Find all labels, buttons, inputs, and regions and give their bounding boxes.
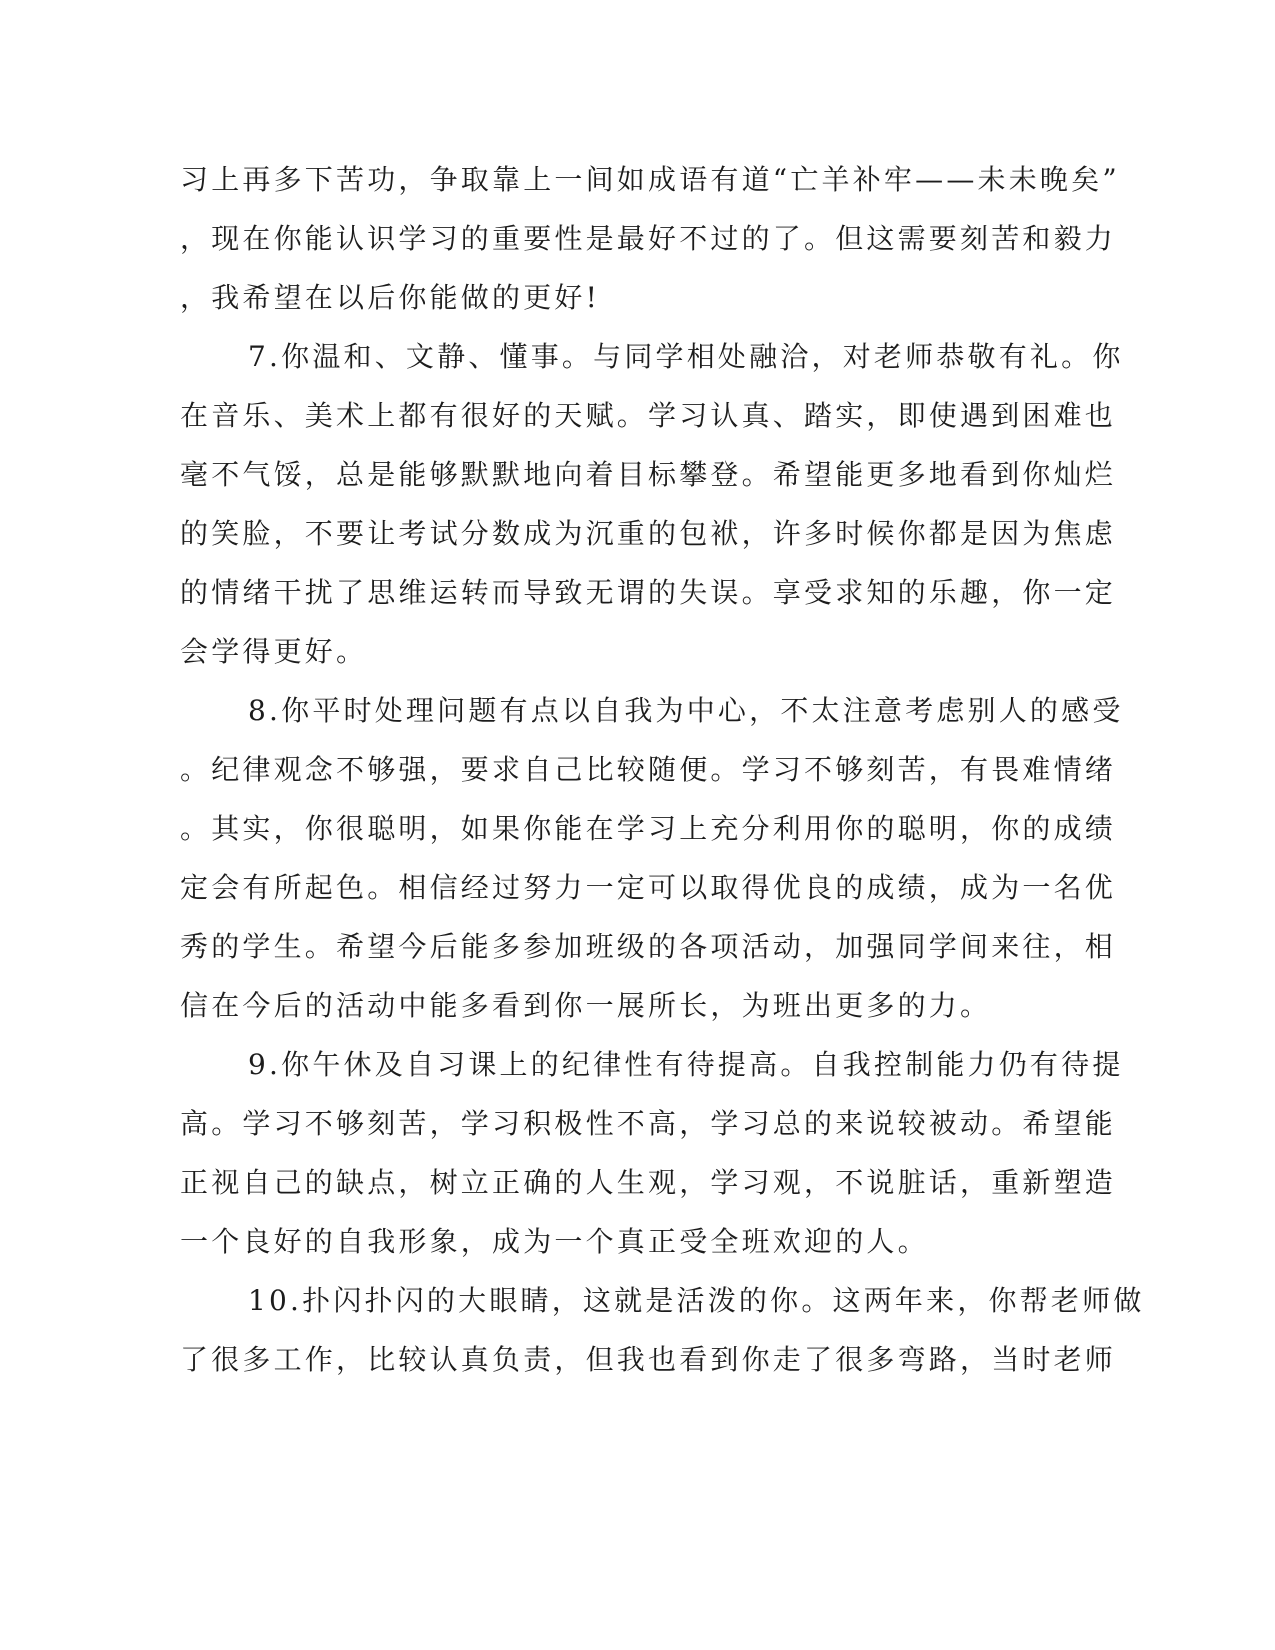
text-line-8: 的情绪干扰了思维运转而导致无谓的失误。享受求知的乐趣，你一定 [180, 576, 1117, 609]
text-line-11: 。纪律观念不够强，要求自己比较随便。学习不够刻苦，有畏难情绪 [180, 753, 1117, 786]
text-line-1: 习上再多下苦功，争取靠上一间如成语有道“亡羊补牢——未未晚矣” [180, 163, 1120, 196]
text-line-12: 。其实，你很聪明，如果你能在学习上充分利用你的聪明，你的成绩 [180, 812, 1117, 845]
text-line-7: 的笑脸，不要让考试分数成为沉重的包袱，许多时候你都是因为焦虑 [180, 517, 1117, 550]
paragraph-8-first-line: 8.你平时处理问题有点以自我为中心，不太注意考虑别人的感受 [248, 694, 1124, 727]
paragraph-7-first-line: 7.你温和、文静、懂事。与同学相处融洽，对老师恭敬有礼。你 [248, 340, 1124, 373]
text-line-2: ，现在你能认识学习的重要性是最好不过的了。但这需要刻苦和毅力 [180, 222, 1117, 255]
text-line-14: 秀的学生。希望今后能多参加班级的各项活动，加强同学间来往，相 [180, 930, 1117, 963]
text-line-3: ，我希望在以后你能做的更好! [180, 281, 601, 314]
paragraph-10-first-line: 10.扑闪扑闪的大眼睛，这就是活泼的你。这两年来，你帮老师做 [248, 1284, 1145, 1317]
text-line-17: 高。学习不够刻苦，学习积极性不高，学习总的来说较被动。希望能 [180, 1107, 1117, 1140]
text-line-18: 正视自己的缺点，树立正确的人生观，学习观，不说脏话，重新塑造 [180, 1166, 1117, 1199]
text-line-5: 在音乐、美术上都有很好的天赋。学习认真、踏实，即使遇到困难也 [180, 399, 1117, 432]
text-line-9: 会学得更好。 [180, 635, 368, 668]
text-line-21: 了很多工作，比较认真负责，但我也看到你走了很多弯路，当时老师 [180, 1343, 1117, 1376]
text-line-19: 一个良好的自我形象，成为一个真正受全班欢迎的人。 [180, 1225, 929, 1258]
paragraph-9-first-line: 9.你午休及自习课上的纪律性有待提高。自我控制能力仍有待提 [248, 1048, 1124, 1081]
text-line-15: 信在今后的活动中能多看到你一展所长，为班出更多的力。 [180, 989, 992, 1022]
text-line-6: 毫不气馁，总是能够默默地向着目标攀登。希望能更多地看到你灿烂 [180, 458, 1117, 491]
text-line-13: 定会有所起色。相信经过努力一定可以取得优良的成绩，成为一名优 [180, 871, 1117, 904]
